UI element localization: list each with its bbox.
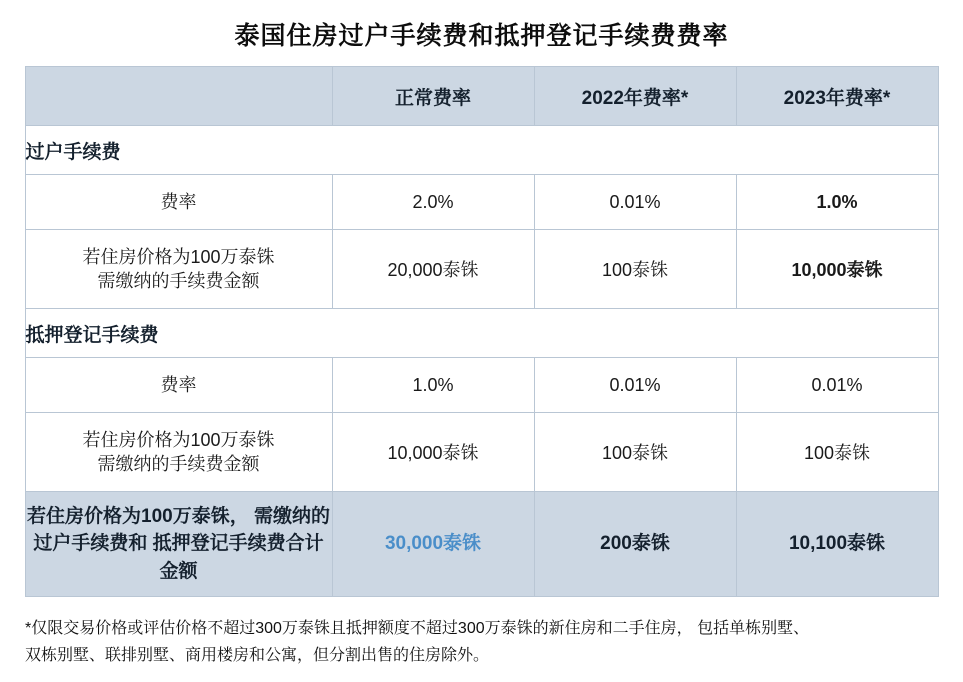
- table-header-row: [25, 67, 938, 126]
- table-row: [25, 358, 938, 413]
- section-row-transfer-fee: [25, 126, 938, 175]
- footnote: [25, 615, 938, 669]
- cell-2023-rate: 0.01%: [736, 358, 938, 413]
- table-row: [25, 175, 938, 230]
- footnote-line-2: 双栋别墅、联排别墅、商用楼房和公寓，但分割出售的住房除外。: [25, 647, 490, 665]
- cell-normal-rate: 10,000泰铢: [332, 413, 534, 492]
- fee-rate-table: [25, 66, 939, 597]
- row-label: [25, 230, 332, 309]
- table-header: [25, 67, 938, 126]
- header-cell-normal-rate: 正常费率: [332, 67, 534, 126]
- cell-2023-rate: 100泰铢: [736, 413, 938, 492]
- header-cell-2023-rate: 2023年费率*: [736, 67, 938, 126]
- table-row: [25, 230, 938, 309]
- section-row-mortgage-fee: [25, 309, 938, 358]
- total-row-label: [25, 492, 332, 597]
- row-label: 费率: [25, 175, 332, 230]
- cell-normal-rate: 2.0%: [332, 175, 534, 230]
- table-row: [25, 413, 938, 492]
- total-cell-2022-rate: 200泰铢: [534, 492, 736, 597]
- cell-2022-rate: 0.01%: [534, 175, 736, 230]
- total-label-line3: 抵押登记手续费合计金额: [152, 533, 324, 582]
- cell-normal-rate: 20,000泰铢: [332, 230, 534, 309]
- row-label: 费率: [25, 358, 332, 413]
- table-row-total: [25, 492, 938, 597]
- header-cell-2022-rate: 2022年费率*: [534, 67, 736, 126]
- row-label-line1: 若住房价格为100万泰铢: [82, 429, 275, 450]
- row-label-line2: 需缴纳的手续费金额: [97, 271, 260, 291]
- cell-normal-rate: 1.0%: [332, 358, 534, 413]
- cell-2022-rate: 100泰铢: [534, 230, 736, 309]
- cell-2023-rate: 1.0%: [736, 175, 938, 230]
- total-label-line2: 需缴纳的过户手续费和: [33, 505, 330, 555]
- cell-2022-rate: 100泰铢: [534, 413, 736, 492]
- header-cell-blank: [25, 67, 332, 126]
- total-cell-2023-rate: 10,100泰铢: [736, 492, 938, 597]
- cell-2022-rate: 0.01%: [534, 358, 736, 413]
- table-body: [25, 126, 938, 597]
- section-label-transfer-fee: 过户手续费: [25, 126, 938, 175]
- row-label-line2: 需缴纳的手续费金额: [97, 454, 260, 474]
- footnote-line-1: *仅限交易价格或评估价格不超过300万泰铢且抵押额度不超过300万泰铢的新住房和二手住房， 包括单栋别墅、: [25, 620, 810, 637]
- total-label-line1: 若住房价格为100万泰铢，: [27, 505, 249, 527]
- page-title: 泰国住房过户手续费和抵押登记手续费费率: [234, 22, 729, 50]
- row-label-line1: 若住房价格为100万泰铢: [82, 246, 275, 267]
- section-label-mortgage-fee: 抵押登记手续费: [25, 309, 938, 358]
- total-cell-normal-rate: 30,000泰铢: [332, 492, 534, 597]
- row-label: [25, 413, 332, 492]
- cell-2023-rate: 10,000泰铢: [736, 230, 938, 309]
